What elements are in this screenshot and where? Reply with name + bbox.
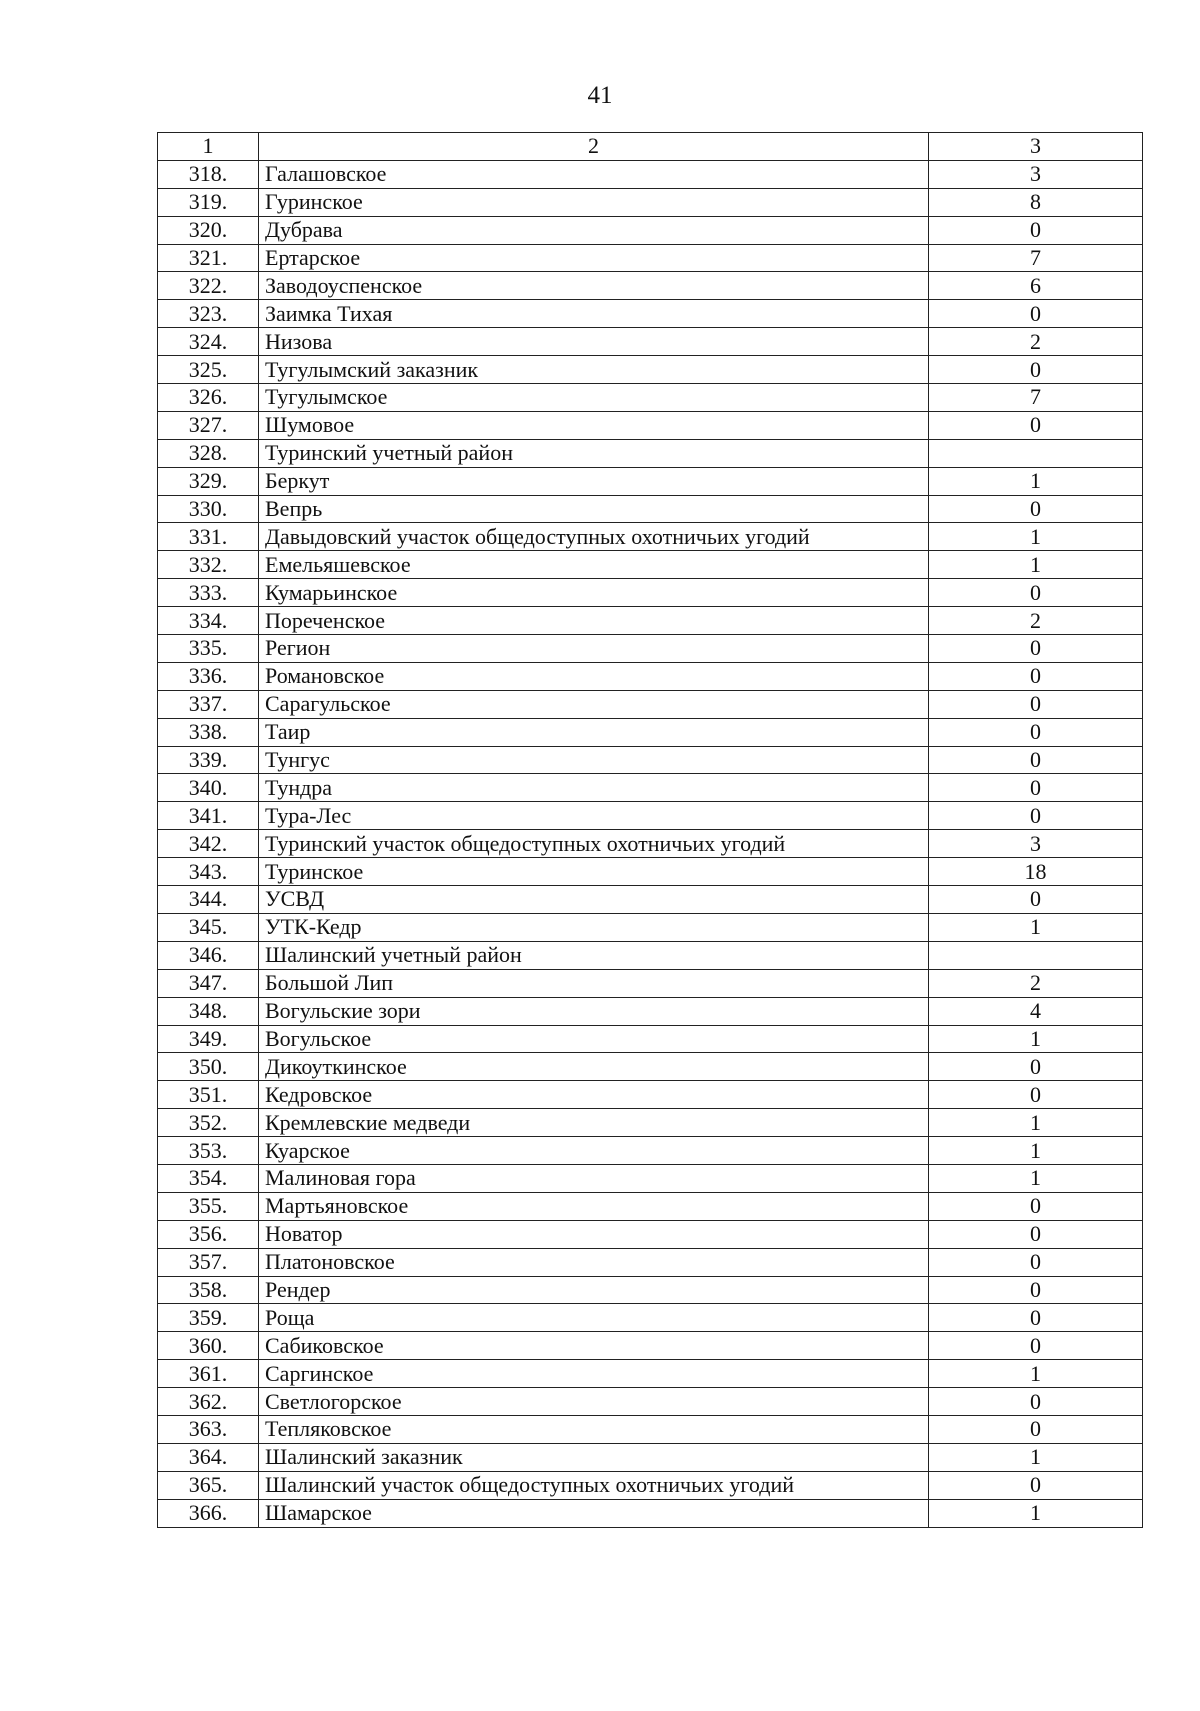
row-value-cell: 1	[929, 551, 1143, 579]
row-name-cell: Шалинский участок общедоступных охотничьих угодий	[259, 1471, 929, 1499]
page-number: 41	[587, 82, 613, 109]
row-number-cell: 363.	[158, 1415, 259, 1443]
table-row	[158, 1415, 1143, 1443]
row-value-cell: 0	[929, 1192, 1143, 1220]
table-row	[158, 690, 1143, 718]
table-row	[158, 160, 1143, 188]
row-name-cell: Тепляковское	[259, 1415, 929, 1443]
row-name-cell: УТК-Кедр	[259, 913, 929, 941]
row-name-cell: Тугулымское	[259, 384, 929, 412]
row-number-cell: 325.	[158, 356, 259, 384]
row-name-cell: Туринский учетный район	[259, 439, 929, 467]
hunting-grounds-table	[157, 132, 1143, 1528]
row-value-cell: 0	[929, 635, 1143, 663]
table-row	[158, 1276, 1143, 1304]
table-row	[158, 1499, 1143, 1527]
row-number-cell: 331.	[158, 523, 259, 551]
table-row	[158, 384, 1143, 412]
table-row	[158, 1304, 1143, 1332]
row-number-cell: 351.	[158, 1081, 259, 1109]
row-name-cell: Светлогорское	[259, 1388, 929, 1416]
row-number-cell: 344.	[158, 886, 259, 914]
row-value-cell: 1	[929, 1025, 1143, 1053]
row-value-cell: 0	[929, 886, 1143, 914]
row-name-cell: Пореченское	[259, 607, 929, 635]
row-number-cell: 340.	[158, 774, 259, 802]
table-row	[158, 1025, 1143, 1053]
table-row	[158, 886, 1143, 914]
row-value-cell	[929, 941, 1143, 969]
table-row	[158, 439, 1143, 467]
row-name-cell: Романовское	[259, 662, 929, 690]
table-row	[158, 1109, 1143, 1137]
table-row	[158, 523, 1143, 551]
row-value-cell: 3	[929, 830, 1143, 858]
row-name-cell: Новатор	[259, 1220, 929, 1248]
row-value-cell: 18	[929, 858, 1143, 886]
row-value-cell: 0	[929, 1081, 1143, 1109]
table-row	[158, 1360, 1143, 1388]
row-name-cell: Емельяшевское	[259, 551, 929, 579]
row-number-cell: 349.	[158, 1025, 259, 1053]
row-value-cell: 0	[929, 300, 1143, 328]
row-value-cell: 4	[929, 997, 1143, 1025]
row-number-cell: 361.	[158, 1360, 259, 1388]
table-row	[158, 188, 1143, 216]
row-number-cell: 364.	[158, 1443, 259, 1471]
row-number-cell: 330.	[158, 495, 259, 523]
table-row	[158, 328, 1143, 356]
row-value-cell: 0	[929, 579, 1143, 607]
row-name-cell: Шумовое	[259, 411, 929, 439]
row-name-cell: Дубрава	[259, 216, 929, 244]
row-name-cell: Шалинский заказник	[259, 1443, 929, 1471]
row-number-cell: 360.	[158, 1332, 259, 1360]
row-value-cell: 6	[929, 272, 1143, 300]
row-value-cell: 0	[929, 718, 1143, 746]
row-name-cell: Вогульское	[259, 1025, 929, 1053]
row-name-cell: Гуринское	[259, 188, 929, 216]
row-value-cell: 0	[929, 1304, 1143, 1332]
row-value-cell: 0	[929, 495, 1143, 523]
row-name-cell: Кремлевские медведи	[259, 1109, 929, 1137]
row-name-cell: Кумарьинское	[259, 579, 929, 607]
table-row	[158, 941, 1143, 969]
table-row	[158, 1137, 1143, 1165]
row-name-cell: УСВД	[259, 886, 929, 914]
row-number-cell: 328.	[158, 439, 259, 467]
header-row	[158, 133, 1143, 161]
header-col-1: 1	[158, 133, 259, 161]
table-row	[158, 579, 1143, 607]
row-name-cell: Заводоуспенское	[259, 272, 929, 300]
row-number-cell: 327.	[158, 411, 259, 439]
row-number-cell: 323.	[158, 300, 259, 328]
table-row	[158, 272, 1143, 300]
row-name-cell: Таир	[259, 718, 929, 746]
table-row	[158, 1471, 1143, 1499]
row-value-cell: 1	[929, 1109, 1143, 1137]
table-row	[158, 216, 1143, 244]
row-number-cell: 329.	[158, 467, 259, 495]
table-row	[158, 467, 1143, 495]
table-row	[158, 718, 1143, 746]
row-name-cell: Туринский участок общедоступных охотничьих угодий	[259, 830, 929, 858]
row-number-cell: 337.	[158, 690, 259, 718]
row-value-cell: 0	[929, 662, 1143, 690]
table-row	[158, 1164, 1143, 1192]
row-value-cell: 1	[929, 1360, 1143, 1388]
row-value-cell: 0	[929, 774, 1143, 802]
row-number-cell: 362.	[158, 1388, 259, 1416]
row-name-cell: Низова	[259, 328, 929, 356]
row-name-cell: Вогульские зори	[259, 997, 929, 1025]
table-row	[158, 1053, 1143, 1081]
table-header	[158, 133, 1143, 161]
row-name-cell: Платоновское	[259, 1248, 929, 1276]
row-value-cell: 1	[929, 1443, 1143, 1471]
row-number-cell: 335.	[158, 635, 259, 663]
table-row	[158, 662, 1143, 690]
row-name-cell: Сабиковское	[259, 1332, 929, 1360]
row-name-cell: Дикоуткинское	[259, 1053, 929, 1081]
table-row	[158, 1248, 1143, 1276]
table-row	[158, 495, 1143, 523]
row-value-cell: 2	[929, 969, 1143, 997]
table-row	[158, 635, 1143, 663]
row-number-cell: 365.	[158, 1471, 259, 1499]
row-name-cell: Сарагульское	[259, 690, 929, 718]
table-row	[158, 774, 1143, 802]
row-number-cell: 319.	[158, 188, 259, 216]
row-number-cell: 355.	[158, 1192, 259, 1220]
row-value-cell: 0	[929, 216, 1143, 244]
row-value-cell: 1	[929, 1137, 1143, 1165]
row-number-cell: 357.	[158, 1248, 259, 1276]
row-number-cell: 347.	[158, 969, 259, 997]
row-value-cell: 0	[929, 690, 1143, 718]
table-row	[158, 858, 1143, 886]
row-name-cell: Тура-Лес	[259, 802, 929, 830]
row-value-cell: 7	[929, 244, 1143, 272]
row-name-cell: Тунгус	[259, 746, 929, 774]
row-number-cell: 318.	[158, 160, 259, 188]
row-name-cell: Галашовское	[259, 160, 929, 188]
row-number-cell: 339.	[158, 746, 259, 774]
row-name-cell: Шалинский учетный район	[259, 941, 929, 969]
table-row	[158, 1192, 1143, 1220]
table-row	[158, 1081, 1143, 1109]
table-row	[158, 913, 1143, 941]
row-value-cell: 7	[929, 384, 1143, 412]
table-row	[158, 1443, 1143, 1471]
table-row	[158, 1388, 1143, 1416]
row-value-cell: 8	[929, 188, 1143, 216]
row-name-cell: Вепрь	[259, 495, 929, 523]
row-number-cell: 342.	[158, 830, 259, 858]
header-col-2: 2	[259, 133, 929, 161]
row-name-cell: Тугулымский заказник	[259, 356, 929, 384]
header-col-3: 3	[929, 133, 1143, 161]
row-number-cell: 343.	[158, 858, 259, 886]
row-value-cell: 1	[929, 467, 1143, 495]
row-value-cell: 0	[929, 1276, 1143, 1304]
row-name-cell: Мартьяновское	[259, 1192, 929, 1220]
row-name-cell: Беркут	[259, 467, 929, 495]
row-number-cell: 334.	[158, 607, 259, 635]
table-row	[158, 997, 1143, 1025]
row-name-cell: Давыдовский участок общедоступных охотничьих угодий	[259, 523, 929, 551]
row-number-cell: 324.	[158, 328, 259, 356]
row-number-cell: 345.	[158, 913, 259, 941]
row-value-cell: 0	[929, 802, 1143, 830]
row-value-cell: 0	[929, 356, 1143, 384]
row-value-cell: 1	[929, 913, 1143, 941]
table-row	[158, 244, 1143, 272]
row-value-cell: 1	[929, 523, 1143, 551]
row-number-cell: 321.	[158, 244, 259, 272]
row-number-cell: 352.	[158, 1109, 259, 1137]
row-value-cell: 0	[929, 746, 1143, 774]
row-number-cell: 366.	[158, 1499, 259, 1527]
table-row	[158, 1332, 1143, 1360]
row-number-cell: 336.	[158, 662, 259, 690]
table-row	[158, 551, 1143, 579]
table-body	[158, 160, 1143, 1527]
row-name-cell: Малиновая гора	[259, 1164, 929, 1192]
row-number-cell: 354.	[158, 1164, 259, 1192]
row-name-cell: Куарское	[259, 1137, 929, 1165]
row-number-cell: 322.	[158, 272, 259, 300]
row-name-cell: Кедровское	[259, 1081, 929, 1109]
table-row	[158, 1220, 1143, 1248]
row-value-cell: 0	[929, 1415, 1143, 1443]
row-number-cell: 359.	[158, 1304, 259, 1332]
table-row	[158, 607, 1143, 635]
table-row	[158, 830, 1143, 858]
row-value-cell: 0	[929, 1471, 1143, 1499]
row-value-cell: 3	[929, 160, 1143, 188]
row-value-cell	[929, 439, 1143, 467]
row-number-cell: 332.	[158, 551, 259, 579]
row-value-cell: 1	[929, 1499, 1143, 1527]
row-number-cell: 333.	[158, 579, 259, 607]
table-row	[158, 300, 1143, 328]
table-row	[158, 746, 1143, 774]
row-number-cell: 356.	[158, 1220, 259, 1248]
row-name-cell: Большой Лип	[259, 969, 929, 997]
row-name-cell: Заимка Тихая	[259, 300, 929, 328]
row-number-cell: 326.	[158, 384, 259, 412]
row-value-cell: 0	[929, 1220, 1143, 1248]
row-number-cell: 341.	[158, 802, 259, 830]
row-name-cell: Шамарское	[259, 1499, 929, 1527]
table-row	[158, 356, 1143, 384]
row-name-cell: Туринское	[259, 858, 929, 886]
row-value-cell: 0	[929, 1332, 1143, 1360]
row-number-cell: 338.	[158, 718, 259, 746]
row-name-cell: Тундра	[259, 774, 929, 802]
row-value-cell: 0	[929, 1248, 1143, 1276]
row-name-cell: Саргинское	[259, 1360, 929, 1388]
row-name-cell: Рендер	[259, 1276, 929, 1304]
row-name-cell: Роща	[259, 1304, 929, 1332]
row-number-cell: 353.	[158, 1137, 259, 1165]
table-row	[158, 411, 1143, 439]
row-value-cell: 0	[929, 411, 1143, 439]
row-value-cell: 0	[929, 1053, 1143, 1081]
row-number-cell: 348.	[158, 997, 259, 1025]
row-number-cell: 320.	[158, 216, 259, 244]
row-name-cell: Регион	[259, 635, 929, 663]
row-number-cell: 358.	[158, 1276, 259, 1304]
row-value-cell: 2	[929, 328, 1143, 356]
row-number-cell: 350.	[158, 1053, 259, 1081]
row-value-cell: 0	[929, 1388, 1143, 1416]
row-number-cell: 346.	[158, 941, 259, 969]
row-value-cell: 1	[929, 1164, 1143, 1192]
row-name-cell: Ертарское	[259, 244, 929, 272]
row-value-cell: 2	[929, 607, 1143, 635]
table-row	[158, 969, 1143, 997]
table-row	[158, 802, 1143, 830]
